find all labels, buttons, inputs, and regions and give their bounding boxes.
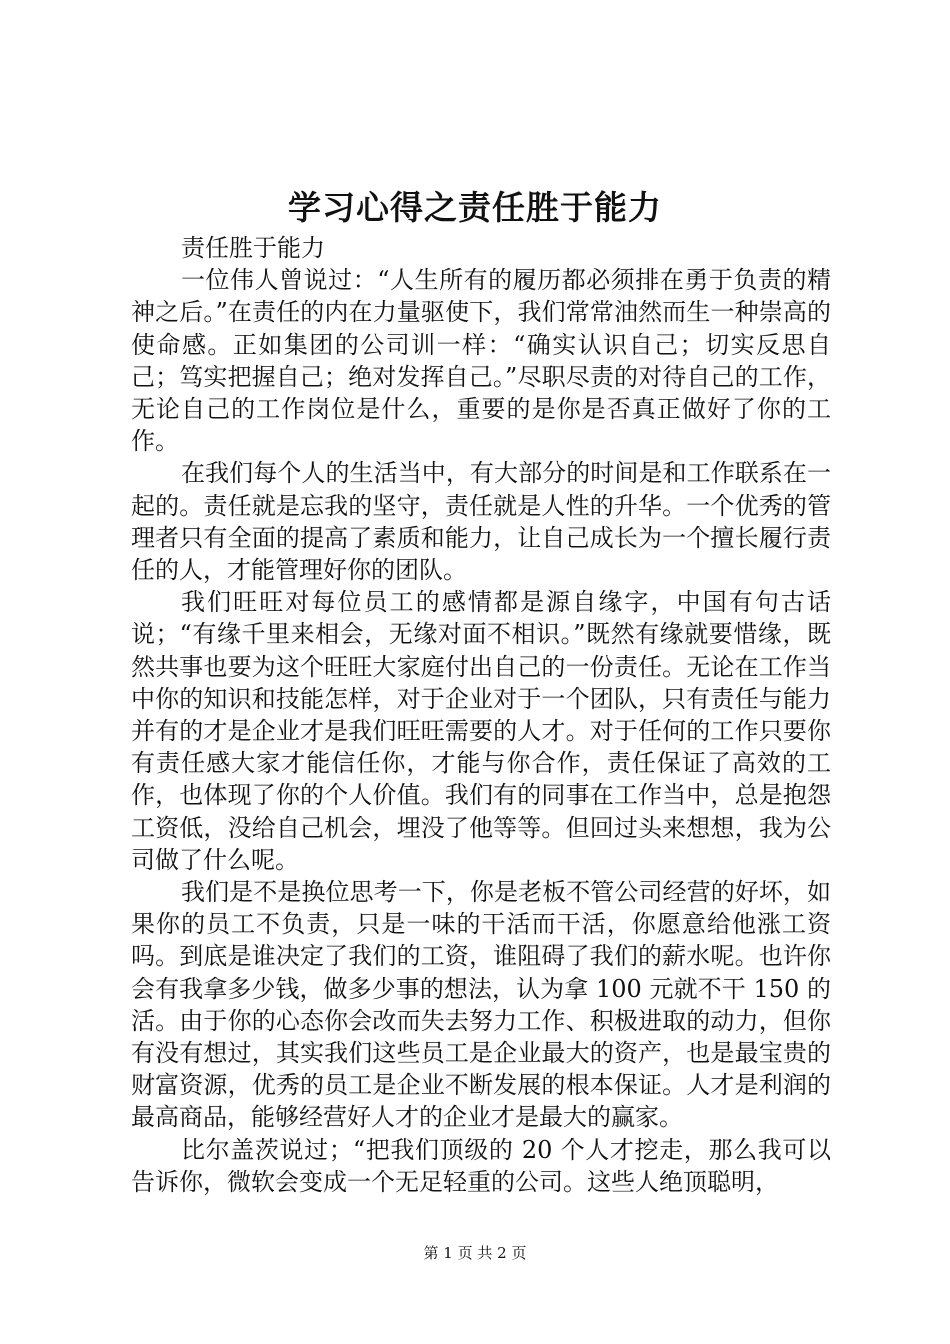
page-number: 第 1 页 共 2 页 [423,1244,527,1262]
body-paragraph: 我们是不是换位思考一下，你是老板不管公司经营的好坏，如果你的员工不负责，只是一味的干活而干活，你愿意给他涨工资吗。到底是谁决定了我们的工资，谁阻碍了我们的薪水呢。也许你会有我拿多少钱，做多少事的想法，认为拿 100 元就不干 150 的活。由于你的心态你会改而失去努力工作、积极进取的动力，但你有没有想过，其实我们这些员工是企业最大的资产，也是最宝贵的财富资源，优秀的员工是企业不断发展的根本保证。人才是利润的最高商品，能够经营好人才的企业才是最大的赢家。 [131,878,831,1132]
document-body [131,232,831,1198]
body-paragraph: 一位伟人曾说过：“人生所有的履历都必须排在勇于负责的精神之后。”在责任的内在力量驱使下，我们常常油然而生一种崇高的使命感。正如集团的公司训一样：“确实认识自己；切实反思自己；笃实把握自己；绝对发挥自己。”尽职尽责的对待自己的工作，无论自己的工作岗位是什么，重要的是你是否真正做好了你的工作。 [131,266,831,456]
body-paragraph: 比尔盖茨说过；“把我们顶级的 20 个人才挖走，那么我可以告诉你，微软会变成一个无足轻重的公司。这些人绝顶聪明， [131,1135,831,1196]
body-paragraph: 我们旺旺对每位员工的感情都是源自缘字，中国有句古话说；“有缘千里来相会，无缘对面不相识。”既然有缘就要惜缘，既然共事也要为这个旺旺大家庭付出自己的一份责任。无论在工作当中你的知识和技能怎样，对于企业对于一个团队，只有责任与能力并有的才是企业才是我们旺旺需要的人才。对于任何的工作只要你有责任感大家才能信任你，才能与你合作，责任保证了高效的工作，也体现了你的个人价值。我们有的同事在工作当中，总是抱怨工资低，没给自己机会，埋没了他等等。但回过头来想想，我为公司做了什么呢。 [131,588,831,874]
document-title: 学习心得之责任胜于能力 [288,188,662,227]
body-paragraph: 在我们每个人的生活当中，有大部分的时间是和工作联系在一起的。责任就是忘我的坚守，责任就是人性的升华。一个优秀的管理者只有全面的提高了素质和能力，让自己成长为一个擅长履行责任的人，才能管理好你的团队。 [131,459,831,585]
page-footer [0,1243,950,1263]
subtitle-paragraph: 责任胜于能力 [181,234,325,262]
